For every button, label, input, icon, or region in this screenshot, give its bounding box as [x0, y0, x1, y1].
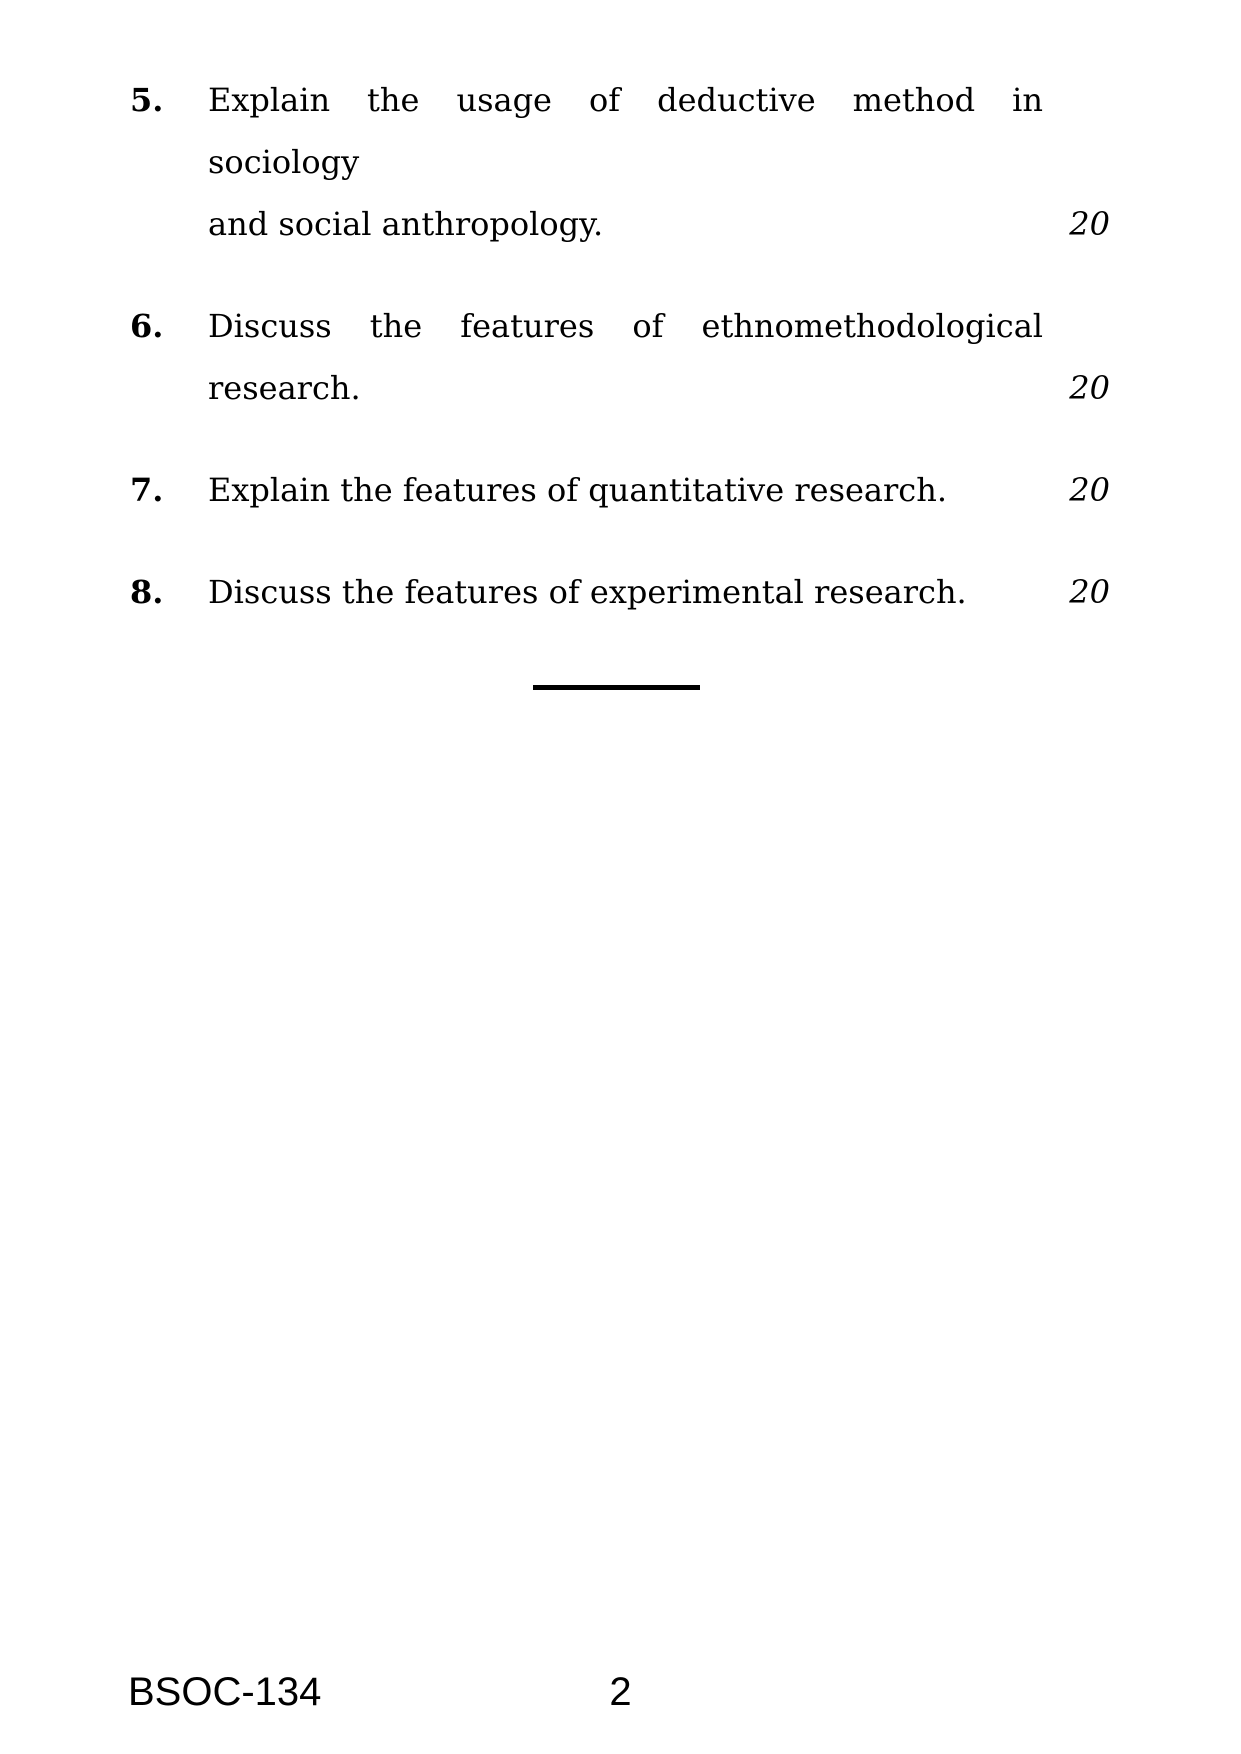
question-8: [130, 561, 1110, 623]
question-marks: 20: [1069, 205, 1110, 243]
question-number: 6.: [130, 307, 164, 345]
question-marks: 20: [1069, 573, 1110, 611]
question-text-line: research.: [208, 369, 361, 407]
question-text: [208, 69, 1043, 255]
question-text-line: Explain the usage of deductive method in sociology: [208, 81, 1043, 181]
question-5: [130, 69, 1110, 255]
question-text-line: Explain the features of quantitative research.: [208, 471, 947, 509]
question-number: 7.: [130, 471, 164, 509]
question-text-line: Discuss the features of experimental research.: [208, 573, 967, 611]
question-text-line: and social anthropology.: [208, 205, 604, 243]
question-text: [208, 459, 1043, 521]
question-number: 8.: [130, 573, 164, 611]
question-number: 5.: [130, 81, 164, 119]
question-text-line: Discuss the features of ethnomethodological: [208, 307, 1043, 345]
question-marks: 20: [1069, 369, 1110, 407]
section-end-rule: [533, 685, 700, 690]
footer-page-number: 2: [609, 1670, 632, 1714]
footer-course-code: BSOC-134: [128, 1670, 322, 1714]
question-text: [208, 561, 1043, 623]
question-text: [208, 295, 1043, 419]
question-marks: 20: [1069, 471, 1110, 509]
question-list: [0, 0, 1110, 623]
question-6: [130, 295, 1110, 419]
question-7: [130, 459, 1110, 521]
